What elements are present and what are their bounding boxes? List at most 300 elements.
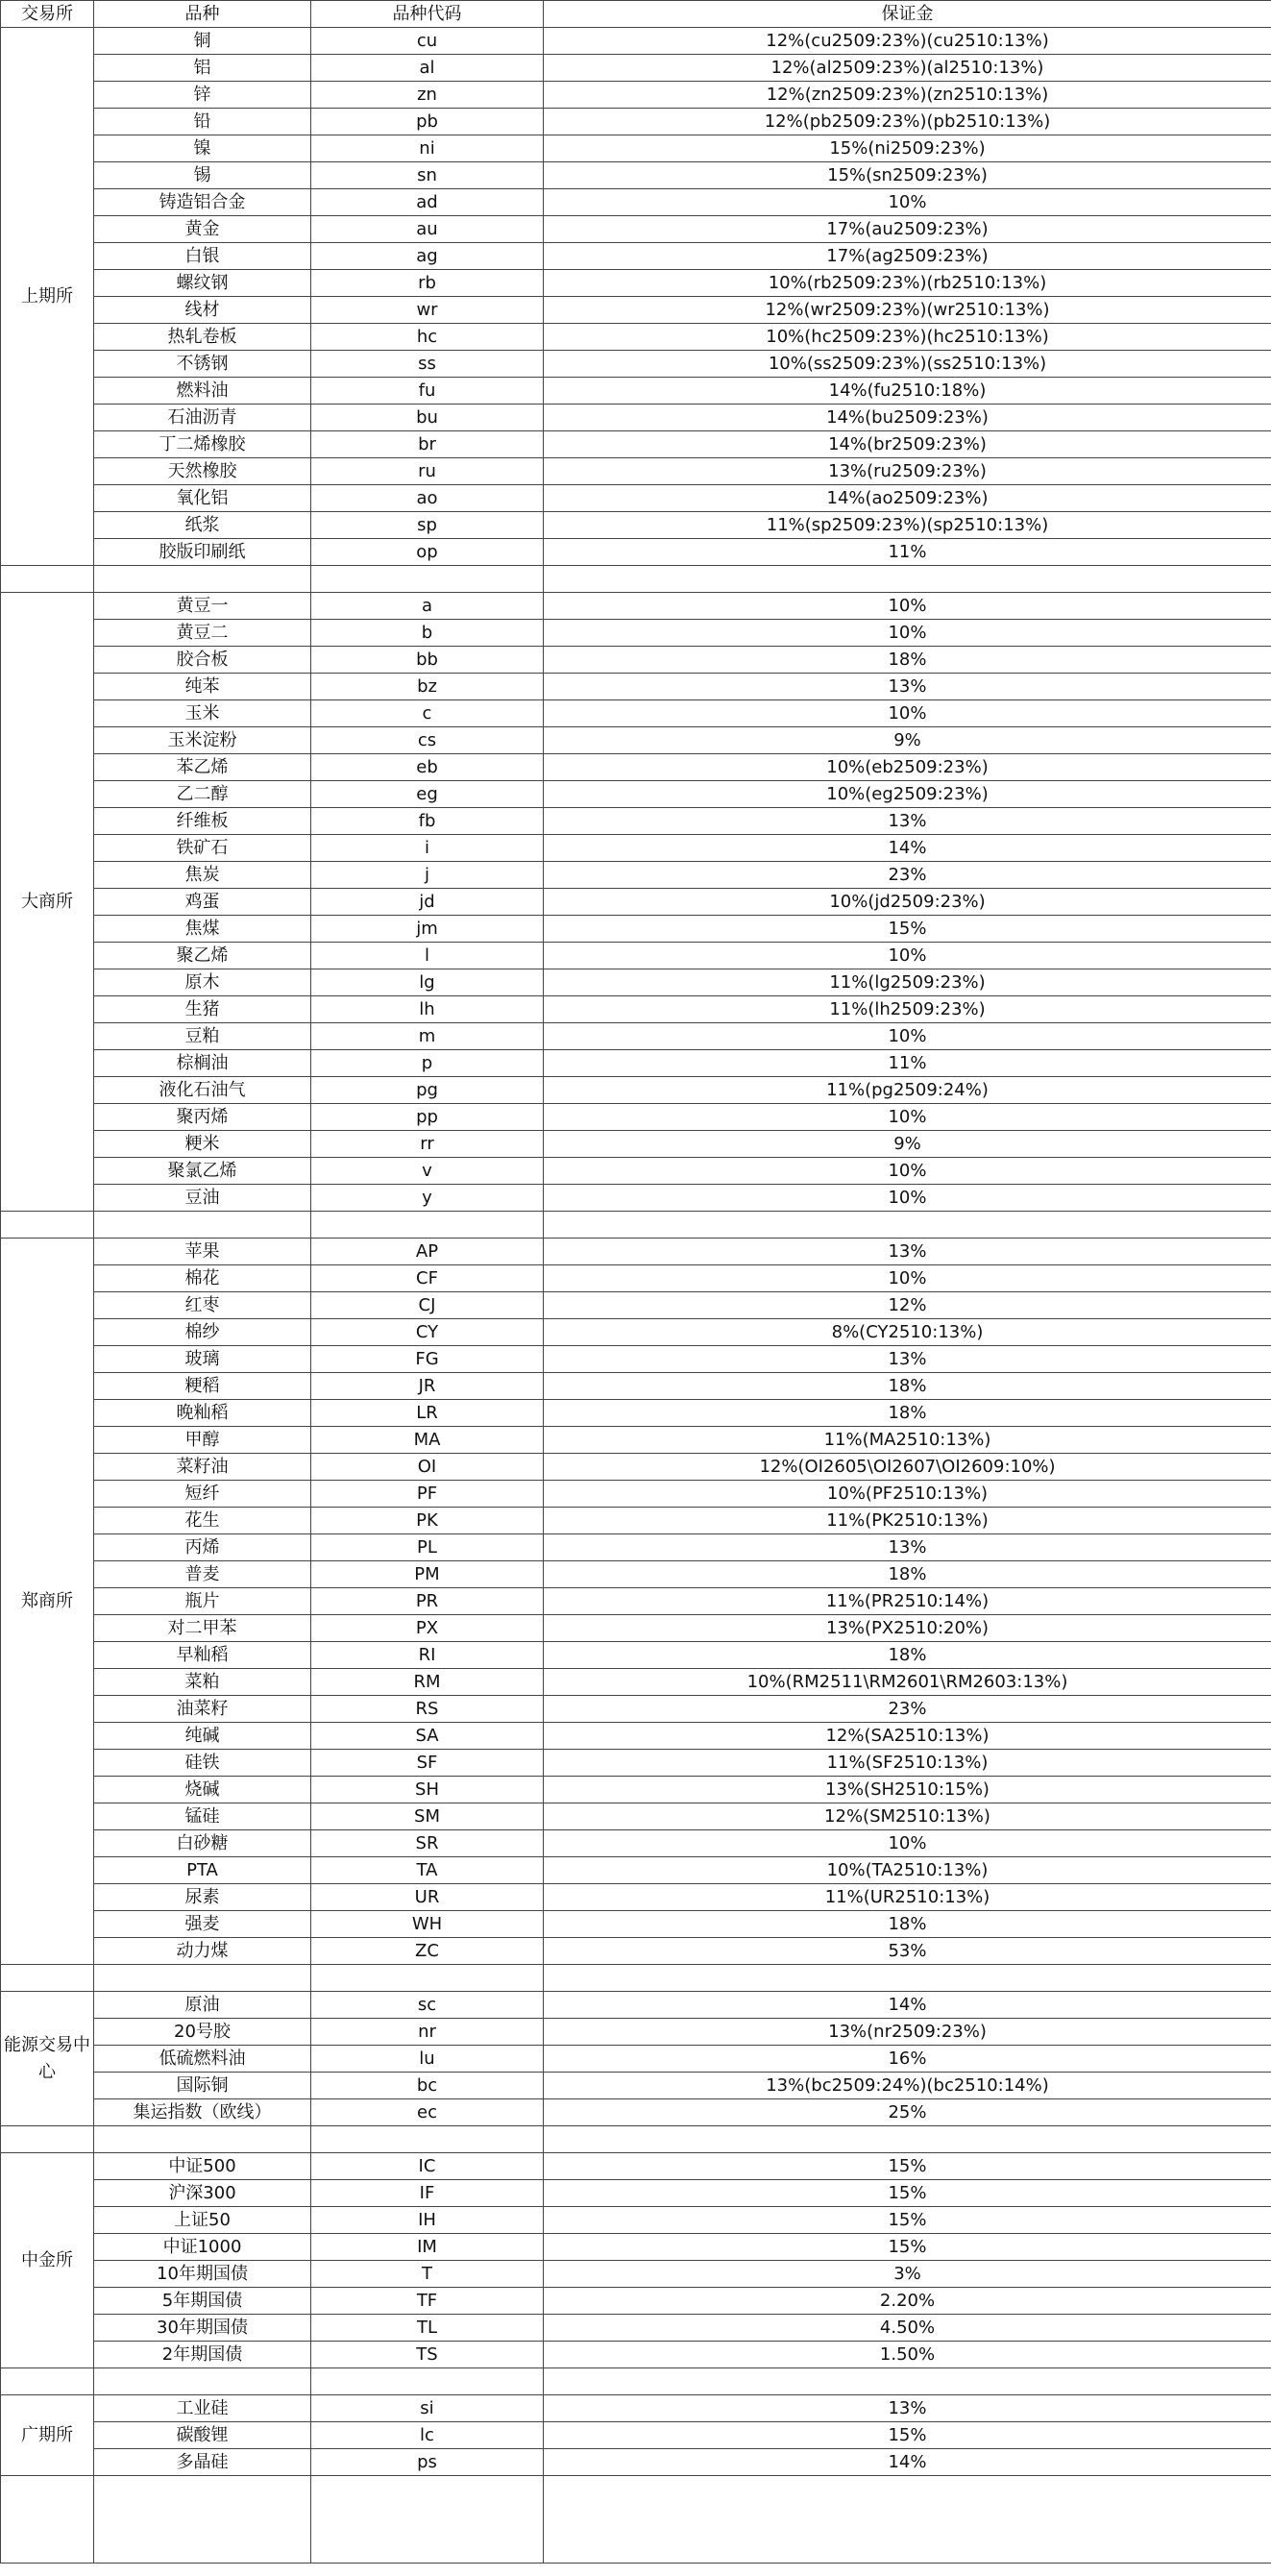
margin-cell: 18% (544, 1373, 1271, 1400)
separator-row (1, 2126, 1271, 2153)
code-cell: j (311, 862, 544, 889)
code-cell: ZC (311, 1938, 544, 1965)
code-cell: IF (311, 2180, 544, 2207)
margin-cell: 9% (544, 727, 1271, 754)
margin-cell: 8%(CY2510:13%) (544, 1319, 1271, 1346)
code-cell: ad (311, 189, 544, 216)
table-row (1, 270, 1271, 297)
variety-cell: 对二甲苯 (94, 1615, 311, 1642)
code-cell: IH (311, 2207, 544, 2234)
header-variety: 品种 (94, 1, 311, 28)
exchange-name: 上期所 (1, 28, 94, 566)
margin-cell: 10%(eg2509:23%) (544, 781, 1271, 808)
table-row (1, 1319, 1271, 1346)
margin-cell: 14%(fu2510:18%) (544, 378, 1271, 405)
code-cell: pb (311, 109, 544, 135)
code-cell: p (311, 1050, 544, 1077)
table-row (1, 2261, 1271, 2288)
margin-cell: 23% (544, 1696, 1271, 1723)
table-row (1, 1696, 1271, 1723)
code-cell: T (311, 2261, 544, 2288)
table-row (1, 808, 1271, 835)
variety-cell: 菜粕 (94, 1669, 311, 1696)
code-cell: cs (311, 727, 544, 754)
code-cell: lu (311, 2046, 544, 2073)
variety-cell: 30年期国债 (94, 2315, 311, 2342)
code-cell: ao (311, 485, 544, 512)
code-cell: MA (311, 1427, 544, 1454)
variety-cell: 短纤 (94, 1481, 311, 1508)
table-row (1, 1750, 1271, 1777)
table-row (1, 835, 1271, 862)
margin-cell: 3% (544, 2261, 1271, 2288)
variety-cell: 不锈钢 (94, 351, 311, 378)
table-row (1, 1023, 1271, 1050)
code-cell: FG (311, 1346, 544, 1373)
table-row (1, 458, 1271, 485)
variety-cell: 棕榈油 (94, 1050, 311, 1077)
variety-cell: 碳酸锂 (94, 2422, 311, 2449)
code-cell: bb (311, 647, 544, 674)
variety-cell: 乙二醇 (94, 781, 311, 808)
margin-cell: 13% (544, 674, 1271, 700)
variety-cell: 工业硅 (94, 2395, 311, 2422)
table-row (1, 2180, 1271, 2207)
margin-cell: 12%(al2509:23%)(al2510:13%) (544, 55, 1271, 82)
table-row (1, 1481, 1271, 1508)
variety-cell: 普麦 (94, 1561, 311, 1588)
empty-cell (1, 566, 94, 593)
variety-cell: 油菜籽 (94, 1696, 311, 1723)
code-cell: CJ (311, 1292, 544, 1319)
code-cell: PL (311, 1534, 544, 1561)
exchange-name: 中金所 (1, 2153, 94, 2368)
empty-cell (94, 2368, 311, 2395)
table-row (1, 2315, 1271, 2342)
table-row (1, 862, 1271, 889)
code-cell: SF (311, 1750, 544, 1777)
variety-cell: 中证1000 (94, 2234, 311, 2261)
variety-cell: 铁矿石 (94, 835, 311, 862)
code-cell: RS (311, 1696, 544, 1723)
variety-cell: 瓶片 (94, 1588, 311, 1615)
table-row (1, 2395, 1271, 2422)
table-row (1, 593, 1271, 620)
variety-cell: 聚丙烯 (94, 1104, 311, 1131)
code-cell: SM (311, 1803, 544, 1830)
empty-cell (94, 1212, 311, 1239)
variety-cell: 低硫燃料油 (94, 2046, 311, 2073)
table-row (1, 1992, 1271, 2019)
code-cell: LR (311, 1400, 544, 1427)
margin-cell: 10% (544, 943, 1271, 969)
margin-cell: 14% (544, 2449, 1271, 2476)
code-cell: m (311, 1023, 544, 1050)
variety-cell: 锡 (94, 162, 311, 189)
variety-cell: 纯苯 (94, 674, 311, 700)
margin-cell: 10%(eb2509:23%) (544, 754, 1271, 781)
code-cell: TS (311, 2342, 544, 2368)
table-row (1, 1642, 1271, 1669)
exchange-name: 大商所 (1, 593, 94, 1212)
variety-cell: 黄豆二 (94, 620, 311, 647)
table-row (1, 1561, 1271, 1588)
margin-cell: 14%(bu2509:23%) (544, 405, 1271, 431)
variety-cell: 黄金 (94, 216, 311, 243)
variety-cell: 锰硅 (94, 1803, 311, 1830)
margin-cell: 15% (544, 2180, 1271, 2207)
code-cell: TA (311, 1857, 544, 1884)
variety-cell: 丙烯 (94, 1534, 311, 1561)
variety-cell: 晚籼稻 (94, 1400, 311, 1427)
code-cell: eg (311, 781, 544, 808)
variety-cell: 苯乙烯 (94, 754, 311, 781)
margin-cell: 18% (544, 1561, 1271, 1588)
table-row (1, 1938, 1271, 1965)
code-cell: CY (311, 1319, 544, 1346)
empty-cell (94, 2126, 311, 2153)
variety-cell: 2年期国债 (94, 2342, 311, 2368)
margin-cell: 12%(SM2510:13%) (544, 1803, 1271, 1830)
table-row (1, 781, 1271, 808)
variety-cell: 烧碱 (94, 1777, 311, 1803)
table-row (1, 969, 1271, 996)
variety-cell: 纯碱 (94, 1723, 311, 1750)
empty-cell (544, 2126, 1271, 2153)
empty-cell (1, 1212, 94, 1239)
margin-cell: 11%(pg2509:24%) (544, 1077, 1271, 1104)
separator-row (1, 2476, 1271, 2564)
table-row (1, 2234, 1271, 2261)
code-cell: lc (311, 2422, 544, 2449)
table-row (1, 754, 1271, 781)
table-row (1, 1077, 1271, 1104)
table-row (1, 1346, 1271, 1373)
margin-cell: 13% (544, 1239, 1271, 1265)
separator-row (1, 2368, 1271, 2395)
code-cell: a (311, 593, 544, 620)
empty-cell (544, 1965, 1271, 1992)
margin-cell: 10% (544, 1023, 1271, 1050)
variety-cell: 氧化铝 (94, 485, 311, 512)
table-row (1, 727, 1271, 754)
variety-cell: 丁二烯橡胶 (94, 431, 311, 458)
code-cell: ni (311, 135, 544, 162)
table-row (1, 55, 1271, 82)
table-row (1, 700, 1271, 727)
variety-cell: 线材 (94, 297, 311, 324)
table-row (1, 674, 1271, 700)
margin-cell: 13%(SH2510:15%) (544, 1777, 1271, 1803)
margin-table-body (1, 1, 1271, 2564)
margin-cell: 15% (544, 2422, 1271, 2449)
variety-cell: 国际铜 (94, 2073, 311, 2099)
margin-cell: 18% (544, 1911, 1271, 1938)
margin-cell: 10% (544, 1158, 1271, 1185)
code-cell: RI (311, 1642, 544, 1669)
table-row (1, 1454, 1271, 1481)
margin-cell: 4.50% (544, 2315, 1271, 2342)
table-row (1, 1400, 1271, 1427)
code-cell: ru (311, 458, 544, 485)
header-margin: 保证金 (544, 1, 1271, 28)
empty-cell (94, 566, 311, 593)
table-row (1, 1158, 1271, 1185)
empty-cell (94, 2476, 311, 2564)
variety-cell: 粳稻 (94, 1373, 311, 1400)
table-row (1, 2153, 1271, 2180)
variety-cell: 粳米 (94, 1131, 311, 1158)
code-cell: v (311, 1158, 544, 1185)
margin-cell: 25% (544, 2099, 1271, 2126)
code-cell: c (311, 700, 544, 727)
table-row (1, 996, 1271, 1023)
variety-cell: 焦炭 (94, 862, 311, 889)
code-cell: sp (311, 512, 544, 539)
code-cell: PF (311, 1481, 544, 1508)
table-row (1, 1104, 1271, 1131)
margin-cell: 15% (544, 2234, 1271, 2261)
code-cell: eb (311, 754, 544, 781)
exchange-name: 郑商所 (1, 1239, 94, 1965)
variety-cell: 上证50 (94, 2207, 311, 2234)
margin-cell: 12%(SA2510:13%) (544, 1723, 1271, 1750)
table-row (1, 1911, 1271, 1938)
margin-cell: 18% (544, 1400, 1271, 1427)
margin-cell: 13%(nr2509:23%) (544, 2019, 1271, 2046)
table-row (1, 162, 1271, 189)
table-row (1, 916, 1271, 943)
margin-cell: 11%(MA2510:13%) (544, 1427, 1271, 1454)
variety-cell: 锌 (94, 82, 311, 109)
margin-cell: 10% (544, 1830, 1271, 1857)
margin-cell: 14%(ao2509:23%) (544, 485, 1271, 512)
table-row (1, 512, 1271, 539)
variety-cell: 红枣 (94, 1292, 311, 1319)
code-cell: br (311, 431, 544, 458)
table-row (1, 2046, 1271, 2073)
margin-cell: 9% (544, 1131, 1271, 1158)
table-row (1, 189, 1271, 216)
variety-cell: 热轧卷板 (94, 324, 311, 351)
margin-cell: 11%(PR2510:14%) (544, 1588, 1271, 1615)
margin-cell: 23% (544, 862, 1271, 889)
header-exchange: 交易所 (1, 1, 94, 28)
table-row (1, 1373, 1271, 1400)
table-row (1, 2073, 1271, 2099)
code-cell: nr (311, 2019, 544, 2046)
code-cell: PM (311, 1561, 544, 1588)
table-row (1, 647, 1271, 674)
margin-cell: 11% (544, 539, 1271, 566)
table-row (1, 1830, 1271, 1857)
margin-cell: 10% (544, 189, 1271, 216)
margin-cell: 18% (544, 1642, 1271, 1669)
code-cell: SR (311, 1830, 544, 1857)
variety-cell: 5年期国债 (94, 2288, 311, 2315)
variety-cell: 豆油 (94, 1185, 311, 1212)
variety-cell: 菜籽油 (94, 1454, 311, 1481)
code-cell: RM (311, 1669, 544, 1696)
table-row (1, 1050, 1271, 1077)
variety-cell: 白砂糖 (94, 1830, 311, 1857)
table-row (1, 1427, 1271, 1454)
variety-cell: 动力煤 (94, 1938, 311, 1965)
margin-cell: 10%(PF2510:13%) (544, 1481, 1271, 1508)
code-cell: OI (311, 1454, 544, 1481)
variety-cell: 豆粕 (94, 1023, 311, 1050)
variety-cell: 原木 (94, 969, 311, 996)
margin-cell: 10% (544, 620, 1271, 647)
variety-cell: 鸡蛋 (94, 889, 311, 916)
code-cell: SH (311, 1777, 544, 1803)
code-cell: TL (311, 2315, 544, 2342)
variety-cell: 苹果 (94, 1239, 311, 1265)
margin-cell: 18% (544, 647, 1271, 674)
code-cell: AP (311, 1239, 544, 1265)
margin-cell: 12%(wr2509:23%)(wr2510:13%) (544, 297, 1271, 324)
table-row (1, 1508, 1271, 1534)
variety-cell: 沪深300 (94, 2180, 311, 2207)
table-row (1, 2342, 1271, 2368)
variety-cell: 玻璃 (94, 1346, 311, 1373)
margin-cell: 15% (544, 2153, 1271, 2180)
code-cell: PR (311, 1588, 544, 1615)
code-cell: jm (311, 916, 544, 943)
table-row (1, 620, 1271, 647)
margin-cell: 11%(SF2510:13%) (544, 1750, 1271, 1777)
margin-cell: 53% (544, 1938, 1271, 1965)
margin-cell: 10%(RM2511\RM2601\RM2603:13%) (544, 1669, 1271, 1696)
variety-cell: 铝 (94, 55, 311, 82)
variety-cell: 中证500 (94, 2153, 311, 2180)
variety-cell: 胶版印刷纸 (94, 539, 311, 566)
table-row (1, 1884, 1271, 1911)
margin-cell: 10% (544, 1104, 1271, 1131)
code-cell: au (311, 216, 544, 243)
code-cell: bc (311, 2073, 544, 2099)
code-cell: IM (311, 2234, 544, 2261)
table-row (1, 324, 1271, 351)
code-cell: pp (311, 1104, 544, 1131)
margin-cell: 14% (544, 835, 1271, 862)
empty-cell (544, 566, 1271, 593)
margin-cell: 15% (544, 2207, 1271, 2234)
code-cell: JR (311, 1373, 544, 1400)
separator-row (1, 1212, 1271, 1239)
margin-cell: 12%(OI2605\OI2607\OI2609:10%) (544, 1454, 1271, 1481)
code-cell: UR (311, 1884, 544, 1911)
margin-cell: 14% (544, 1992, 1271, 2019)
separator-row (1, 1965, 1271, 1992)
code-cell: sn (311, 162, 544, 189)
margin-cell: 12% (544, 1292, 1271, 1319)
table-row (1, 216, 1271, 243)
code-cell: zn (311, 82, 544, 109)
variety-cell: 黄豆一 (94, 593, 311, 620)
variety-cell: 胶合板 (94, 647, 311, 674)
margin-cell: 11%(lh2509:23%) (544, 996, 1271, 1023)
table-row (1, 1803, 1271, 1830)
empty-cell (1, 2476, 94, 2564)
margin-cell: 13% (544, 1346, 1271, 1373)
table-row (1, 1239, 1271, 1265)
variety-cell: 硅铁 (94, 1750, 311, 1777)
margin-cell: 13% (544, 1534, 1271, 1561)
code-cell: si (311, 2395, 544, 2422)
separator-row (1, 566, 1271, 593)
empty-cell (311, 2126, 544, 2153)
variety-cell: 10年期国债 (94, 2261, 311, 2288)
variety-cell: 铜 (94, 28, 311, 55)
code-cell: wr (311, 297, 544, 324)
header-row (1, 1, 1271, 28)
empty-cell (94, 1965, 311, 1992)
margin-cell: 16% (544, 2046, 1271, 2073)
variety-cell: PTA (94, 1857, 311, 1884)
margin-cell: 17%(ag2509:23%) (544, 243, 1271, 270)
margin-cell: 2.20% (544, 2288, 1271, 2315)
table-row (1, 378, 1271, 405)
table-row (1, 431, 1271, 458)
margin-cell: 11%(UR2510:13%) (544, 1884, 1271, 1911)
variety-cell: 强麦 (94, 1911, 311, 1938)
margin-cell: 11%(sp2509:23%)(sp2510:13%) (544, 512, 1271, 539)
empty-cell (311, 1965, 544, 1992)
empty-cell (311, 2476, 544, 2564)
code-cell: ag (311, 243, 544, 270)
margin-cell: 14%(br2509:23%) (544, 431, 1271, 458)
code-cell: SA (311, 1723, 544, 1750)
variety-cell: 螺纹钢 (94, 270, 311, 297)
variety-cell: 铅 (94, 109, 311, 135)
empty-cell (1, 1965, 94, 1992)
code-cell: PK (311, 1508, 544, 1534)
margin-cell: 1.50% (544, 2342, 1271, 2368)
variety-cell: 聚乙烯 (94, 943, 311, 969)
table-row (1, 2019, 1271, 2046)
code-cell: ss (311, 351, 544, 378)
margin-cell: 12%(zn2509:23%)(zn2510:13%) (544, 82, 1271, 109)
code-cell: fb (311, 808, 544, 835)
code-cell: rb (311, 270, 544, 297)
table-row (1, 2288, 1271, 2315)
table-row (1, 889, 1271, 916)
margin-cell: 10% (544, 1185, 1271, 1212)
margin-cell: 13% (544, 808, 1271, 835)
table-row (1, 1588, 1271, 1615)
table-row (1, 135, 1271, 162)
variety-cell: 棉纱 (94, 1319, 311, 1346)
empty-cell (311, 566, 544, 593)
table-row (1, 405, 1271, 431)
variety-cell: 纸浆 (94, 512, 311, 539)
margin-cell: 10%(jd2509:23%) (544, 889, 1271, 916)
table-row (1, 2099, 1271, 2126)
variety-cell: 花生 (94, 1508, 311, 1534)
margin-cell: 11% (544, 1050, 1271, 1077)
table-row (1, 1669, 1271, 1696)
variety-cell: 早籼稻 (94, 1642, 311, 1669)
empty-cell (311, 2368, 544, 2395)
table-row (1, 1777, 1271, 1803)
code-cell: l (311, 943, 544, 969)
variety-cell: 燃料油 (94, 378, 311, 405)
margin-cell: 11%(PK2510:13%) (544, 1508, 1271, 1534)
table-row (1, 82, 1271, 109)
margin-cell: 10%(TA2510:13%) (544, 1857, 1271, 1884)
table-row (1, 28, 1271, 55)
